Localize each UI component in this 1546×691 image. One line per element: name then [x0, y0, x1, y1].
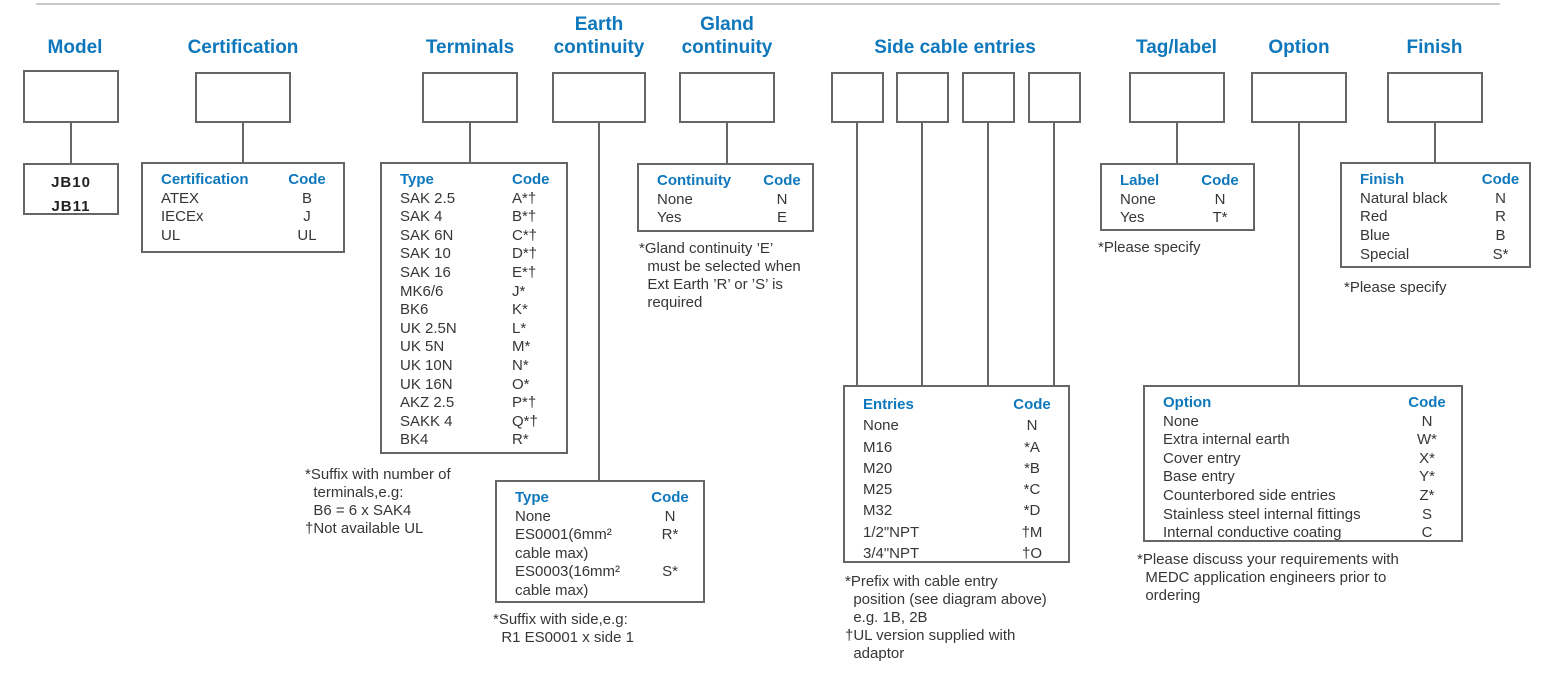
row-label: Internal conductive coating: [1163, 524, 1342, 542]
footnote-line: must be selected when: [639, 258, 801, 275]
table-row: [400, 264, 566, 283]
table-row: [515, 508, 703, 527]
table-row: [863, 415, 1068, 436]
footnote-line: *Please discuss your requirements with: [1137, 551, 1399, 568]
row-label: Yes: [1120, 209, 1145, 226]
table-row: [1163, 506, 1461, 525]
row-label: SAK 2.5: [400, 189, 456, 207]
gland-continuity-header: Gland continuity: [681, 14, 773, 58]
table-row: [863, 522, 1068, 543]
row-label: M20: [863, 459, 893, 477]
col-header-label: Type: [515, 489, 549, 506]
certification-table-header-row: [161, 171, 343, 190]
tag-label-header: Tag/label: [1136, 37, 1217, 58]
row-label: Base entry: [1163, 468, 1235, 486]
row-code: X*: [1419, 449, 1435, 467]
row-label: ES0003(16mm² cable max): [515, 563, 621, 599]
table-row: [1163, 468, 1461, 487]
table-row: [1163, 487, 1461, 506]
footnote-line: *Suffix with side,e.g:: [493, 611, 628, 628]
footnote-line: *Suffix with number of: [305, 466, 451, 483]
table-row: [1360, 190, 1529, 209]
row-code: K*: [512, 301, 528, 319]
table-row: [1360, 246, 1529, 265]
row-label: None: [515, 507, 551, 525]
gland-continuity-code-box: [679, 72, 775, 123]
row-label: UK 16N: [400, 375, 453, 393]
footnote-line: *Gland continuity ’E’: [639, 240, 774, 257]
row-code: R: [1495, 208, 1506, 226]
table-row: [400, 227, 566, 246]
footnote-line: R1 ES0001 x side 1: [493, 629, 634, 646]
model-connector: [70, 123, 72, 163]
row-code: N: [1495, 189, 1506, 207]
row-code: †O: [1021, 545, 1042, 563]
tag-label-connector: [1176, 123, 1178, 163]
col-header-code: Code: [1013, 396, 1051, 413]
table-row: [657, 209, 812, 228]
footnote-line: *Please specify: [1344, 279, 1447, 296]
certification-table-rows: [161, 190, 343, 246]
side-entry-connector-4: [1053, 123, 1055, 385]
col-header-code: Code: [651, 489, 689, 506]
side-entry-code-box-3: [962, 72, 1015, 123]
col-header-code: Code: [512, 171, 550, 188]
row-code: B: [301, 189, 312, 207]
row-code: C: [1421, 524, 1433, 542]
table-row: [1163, 413, 1461, 432]
earth-continuity-connector: [598, 123, 600, 480]
side-entry-code-box-1: [831, 72, 884, 123]
row-code: †M: [1021, 523, 1043, 541]
option-header: Option: [1268, 37, 1330, 58]
table-row: [400, 301, 566, 320]
row-code: UL: [297, 226, 317, 244]
model-values-box: [23, 163, 119, 215]
gland-continuity-table: [637, 163, 814, 232]
footnote-line: position (see diagram above): [845, 591, 1047, 608]
side-entry-connector-2: [921, 123, 923, 385]
row-code: Q*†: [512, 412, 538, 430]
certification-table: [141, 162, 345, 253]
gland-continuity-connector: [726, 123, 728, 163]
row-code: R*: [661, 526, 679, 543]
terminals-table-rows: [400, 190, 566, 450]
table-row: [400, 208, 566, 227]
row-code: P*†: [512, 394, 537, 412]
side-cable-entries-footnote: [845, 573, 1047, 663]
row-label: Extra internal earth: [1163, 431, 1290, 449]
row-code: W*: [1417, 431, 1437, 449]
row-code: J: [303, 208, 311, 225]
row-label: None: [1120, 190, 1156, 208]
row-label: IECEx: [161, 208, 204, 225]
footnote-line: Ext Earth ’R’ or ’S’ is: [639, 276, 783, 293]
col-header-label: Finish: [1360, 171, 1405, 188]
finish-footnote: [1344, 279, 1447, 297]
side-entry-code-box-4: [1028, 72, 1081, 123]
table-row: [400, 413, 566, 432]
row-label: SAK 6N: [400, 226, 454, 244]
side-entry-connector-3: [987, 123, 989, 385]
row-code: S*: [662, 563, 678, 580]
row-label: UK 10N: [400, 356, 453, 374]
table-row: [400, 245, 566, 264]
table-row: [400, 431, 566, 450]
finish-connector: [1434, 123, 1436, 162]
row-code: N: [1214, 190, 1226, 208]
table-row: [400, 338, 566, 357]
col-header-code: Code: [288, 171, 326, 188]
table-row: [863, 543, 1068, 564]
option-code-box: [1251, 72, 1347, 123]
option-footnote: [1137, 551, 1399, 605]
row-code: N: [776, 190, 788, 208]
table-row: [161, 227, 343, 246]
col-header-code: Code: [1408, 394, 1446, 411]
side-entry-code-box-2: [896, 72, 949, 123]
table-row: [400, 394, 566, 413]
col-header-label: Label: [1120, 172, 1160, 189]
table-row: [1120, 191, 1253, 210]
row-label: None: [863, 417, 899, 435]
row-label: None: [657, 190, 693, 208]
row-label: M25: [863, 481, 893, 499]
row-label: AKZ 2.5: [400, 394, 455, 412]
model-code-box: [23, 70, 119, 123]
model-value: JB11: [51, 198, 91, 215]
tag-label-code-box: [1129, 72, 1225, 123]
row-label: None: [1163, 412, 1199, 430]
terminals-code-box: [422, 72, 518, 123]
table-row: [1163, 524, 1461, 543]
table-row: [400, 190, 566, 209]
row-code: S*: [1492, 245, 1509, 263]
table-row: [161, 190, 343, 209]
table-row: [400, 320, 566, 339]
col-header-label: Type: [400, 171, 434, 188]
side-entry-connector-1: [856, 123, 858, 385]
footnote-line: B6 = 6 x SAK4: [305, 502, 412, 519]
table-row: [863, 479, 1068, 500]
row-code: Z*: [1419, 486, 1435, 504]
model-header: Model: [47, 37, 103, 58]
earth-table-header-row: [515, 489, 703, 508]
col-header-code: Code: [763, 172, 801, 189]
row-label: M32: [863, 502, 893, 520]
row-label: 1/2"NPT: [863, 523, 920, 541]
table-row: [161, 208, 343, 227]
row-label: UK 5N: [400, 338, 445, 356]
row-code: T*: [1212, 209, 1228, 226]
row-code: E*†: [512, 263, 537, 281]
col-header-label: Option: [1163, 394, 1212, 411]
footnote-line: required: [639, 294, 703, 311]
tag-label-footnote: [1098, 239, 1201, 257]
footnote-line: †UL version supplied with: [845, 627, 1016, 644]
side-cable-entries-header: Side cable entries: [874, 37, 1036, 58]
finish-code-box: [1387, 72, 1483, 123]
row-code: E: [776, 209, 787, 226]
option-connector: [1298, 123, 1300, 385]
row-code: *A: [1024, 438, 1040, 456]
side-cable-entries-table: [843, 385, 1070, 563]
finish-table: [1340, 162, 1531, 268]
table-row: [515, 563, 703, 600]
earth-continuity-footnote: [493, 611, 634, 647]
row-label: MK6/6: [400, 282, 444, 300]
row-code: *B: [1024, 459, 1040, 477]
row-label: Counterbored side entries: [1163, 486, 1336, 504]
entries-table-rows: [863, 415, 1068, 564]
row-code: N: [664, 507, 676, 525]
row-code: Y*: [1419, 468, 1435, 486]
row-label: UK 2.5N: [400, 319, 457, 337]
row-code: C*†: [512, 226, 538, 244]
table-row: [515, 526, 703, 563]
certification-header: Certification: [187, 37, 299, 58]
table-row: [1360, 208, 1529, 227]
footnote-line: terminals,e.g:: [305, 484, 404, 501]
col-header-code: Code: [1201, 172, 1239, 189]
row-code: B: [1495, 227, 1506, 245]
option-table: [1143, 385, 1463, 542]
row-code: N*: [512, 356, 529, 374]
table-row: [863, 500, 1068, 521]
row-code: L*: [512, 319, 527, 337]
row-label: SAKK 4: [400, 412, 453, 430]
row-label: Cover entry: [1163, 449, 1241, 467]
option-table-rows: [1163, 413, 1461, 543]
gland-table-rows: [657, 191, 812, 228]
gland-continuity-footnote: [639, 240, 801, 312]
row-label: BK4: [400, 431, 429, 449]
col-header-label: Continuity: [657, 172, 732, 189]
top-rule: [36, 3, 1500, 5]
footnote-line: *Prefix with cable entry: [845, 573, 998, 590]
table-row: [1163, 450, 1461, 469]
row-code: A*†: [512, 189, 537, 207]
row-code: M*: [512, 338, 531, 356]
finish-table-rows: [1360, 190, 1529, 265]
earth-continuity-table: [495, 480, 705, 603]
certification-connector: [242, 123, 244, 163]
earth-continuity-code-box: [552, 72, 646, 123]
tag-table-rows: [1120, 191, 1253, 228]
table-row: [400, 376, 566, 395]
row-label: ATEX: [161, 189, 200, 207]
row-code: B*†: [512, 208, 537, 226]
terminals-table: [380, 162, 568, 454]
table-row: [657, 191, 812, 210]
row-label: Blue: [1360, 227, 1391, 245]
footnote-line: ordering: [1137, 587, 1201, 604]
footnote-line: MEDC application engineers prior to: [1137, 569, 1387, 586]
row-code: S: [1421, 505, 1432, 523]
footnote-line: e.g. 1B, 2B: [845, 609, 928, 626]
row-label: ES0001(6mm² cable max): [515, 526, 612, 562]
option-table-header-row: [1163, 394, 1461, 413]
footnote-line: †Not available UL: [305, 520, 424, 537]
row-code: N: [1026, 417, 1038, 435]
row-label: Natural black: [1360, 189, 1448, 207]
certification-code-box: [195, 72, 291, 123]
row-code: J*: [512, 282, 526, 300]
terminals-connector: [469, 123, 471, 163]
gland-table-header-row: [657, 172, 812, 191]
terminals-footnote: [305, 466, 451, 538]
row-code: *D: [1023, 502, 1041, 520]
table-row: [400, 283, 566, 302]
table-row: [863, 437, 1068, 458]
row-label: SAK 10: [400, 245, 451, 263]
row-label: SAK 16: [400, 263, 451, 281]
row-label: SAK 4: [400, 208, 443, 226]
entries-table-header-row: [863, 394, 1068, 415]
row-code: *C: [1023, 481, 1041, 499]
col-header-code: Code: [1481, 171, 1520, 188]
row-label: Stainless steel internal fittings: [1163, 505, 1361, 523]
table-row: [863, 458, 1068, 479]
table-row: [1360, 227, 1529, 246]
row-code: O*: [512, 375, 530, 393]
col-header-label: Entries: [863, 396, 914, 413]
row-label: Yes: [657, 209, 682, 226]
finish-table-header-row: [1360, 171, 1529, 190]
model-value: JB10: [51, 174, 91, 191]
row-code: D*†: [512, 245, 538, 263]
tag-table-header-row: [1120, 172, 1253, 191]
terminals-table-header-row: [400, 171, 566, 190]
row-label: Special: [1360, 245, 1410, 263]
row-label: Red: [1360, 208, 1388, 226]
earth-table-rows: [515, 508, 703, 601]
col-header-label: Certification: [161, 171, 249, 188]
finish-header: Finish: [1406, 37, 1463, 58]
row-label: 3/4"NPT: [863, 545, 920, 563]
row-label: M16: [863, 438, 893, 456]
table-row: [1163, 431, 1461, 450]
footnote-line: *Please specify: [1098, 239, 1201, 256]
footnote-line: adaptor: [845, 645, 905, 662]
row-label: UL: [161, 226, 181, 244]
row-label: BK6: [400, 301, 429, 319]
terminals-header: Terminals: [425, 37, 515, 58]
table-row: [1120, 209, 1253, 228]
tag-label-table: [1100, 163, 1255, 231]
table-row: [400, 357, 566, 376]
earth-continuity-header: Earth continuity: [553, 14, 645, 58]
row-code: N: [1421, 412, 1433, 430]
row-code: R*: [512, 431, 529, 449]
